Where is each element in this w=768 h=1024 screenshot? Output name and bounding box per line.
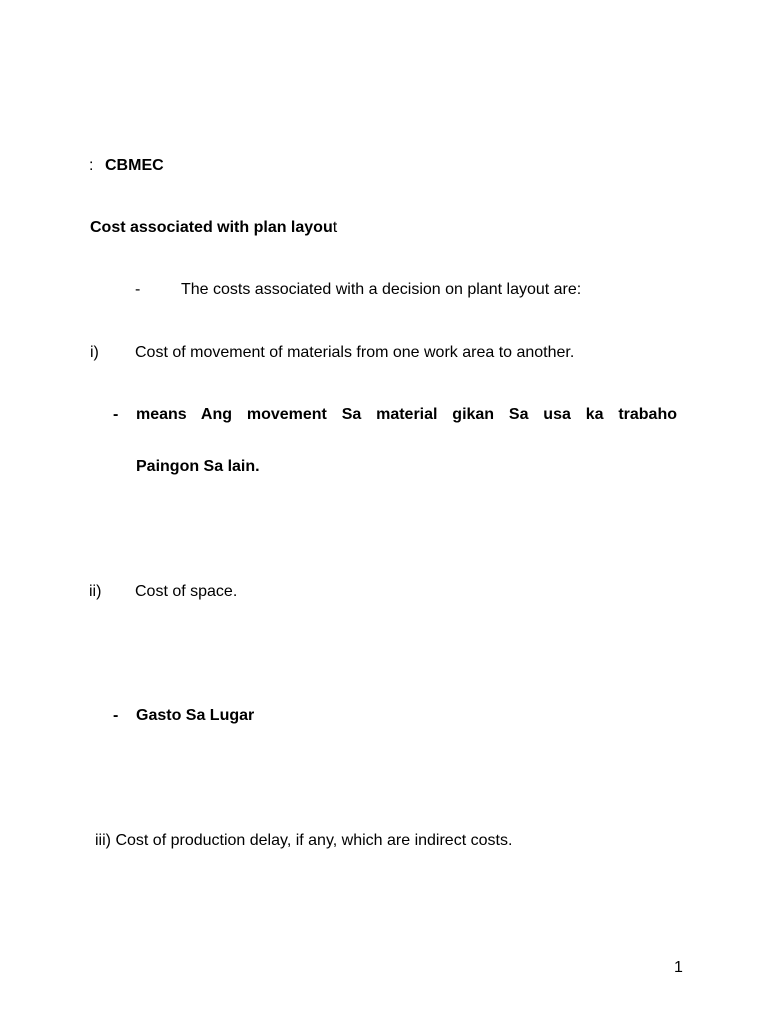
section-heading-last-letter: t — [332, 219, 338, 236]
item-3-text: Cost of production delay, if any, which are indirect costs. — [115, 832, 513, 849]
item-1-note-line-2: Paingon Sa lain. — [136, 458, 260, 475]
item-1-note-dash: - — [113, 406, 119, 423]
section-heading-text: Cost associated with plan layou — [90, 219, 333, 236]
intro-text: The costs associated with a decision on plant layout are: — [181, 281, 582, 298]
intro-dash: - — [135, 281, 141, 298]
item-2-note-text: Gasto Sa Lugar — [136, 707, 255, 724]
item-1-note-line-1: means Ang movement Sa material gikan Sa usa ka trabaho — [136, 406, 677, 423]
item-2-text: Cost of space. — [135, 583, 238, 600]
section-heading — [90, 220, 337, 236]
header-colon: : — [89, 157, 94, 174]
page-number: 1 — [674, 959, 683, 976]
item-3 — [95, 833, 512, 849]
item-2-marker: ii) — [89, 583, 102, 600]
item-2-note-dash: - — [113, 707, 119, 724]
item-1-marker: i) — [90, 344, 99, 361]
document-title: CBMEC — [105, 157, 164, 174]
item-3-marker: iii) — [95, 832, 111, 849]
item-1-text: Cost of movement of materials from one work area to another. — [135, 344, 575, 361]
